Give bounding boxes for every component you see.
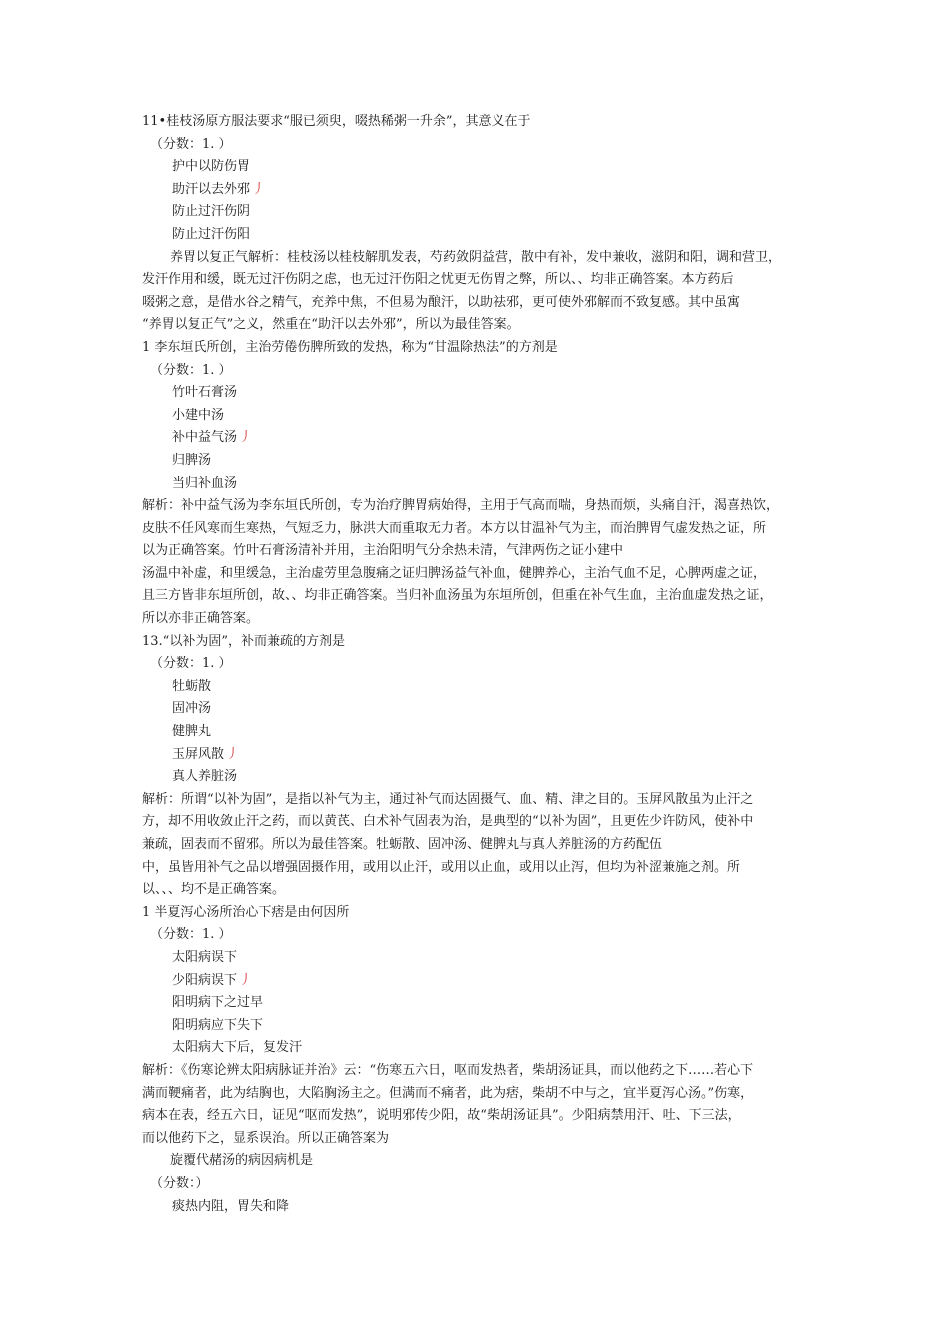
answer-option xyxy=(142,992,822,1015)
explanation-line: 解析：《伤寒论辨太阳病脉证并治》云：“伤寒五六日，呕而发热者，柴胡汤证具，而以他药之下……若心下 xyxy=(142,1062,754,1078)
option-text: 防止过汗伤阳 xyxy=(172,226,251,242)
correct-check-icon: 丿 xyxy=(239,430,253,446)
answer-option xyxy=(142,1037,822,1060)
answer-option xyxy=(142,450,822,473)
option-text: 竹叶石膏汤 xyxy=(172,385,238,401)
answer-option xyxy=(142,473,822,496)
explanation-line: 兼疏，固表而不留邪。所以为最佳答案。牡蛎散、固冲汤、健脾丸与真人养脏汤的方药配伍 xyxy=(142,837,663,852)
question-block xyxy=(142,902,822,1151)
answer-option xyxy=(142,766,822,789)
option-text: 牡蛎散 xyxy=(172,678,212,694)
option-text: 防止过汗伤阴 xyxy=(172,204,251,220)
answer-option xyxy=(142,382,822,405)
explanation-line: 汤温中补虚，和里缓急，主治虚劳里急腹痛之证归脾汤益气补血，健脾养心，主治气血不足，心脾两虚之证， xyxy=(142,565,767,581)
answer-option xyxy=(142,201,822,224)
option-text: 阳明病应下失下 xyxy=(172,1017,264,1033)
option-text: 固冲汤 xyxy=(172,701,212,717)
option-text: 玉屏风散 xyxy=(172,746,225,762)
answer-option xyxy=(142,156,822,179)
option-text: 太阳病大下后，复发汗 xyxy=(172,1040,303,1056)
question-stem: 13.“以补为固”，补而兼疏的方剂是 xyxy=(142,633,345,649)
option-text: 太阳病误下 xyxy=(172,949,238,965)
explanation-line: 且三方皆非东垣所创，故、、均非正确答案。当归补血汤虽为东垣所创，但重在补气生血，主治血虚发热之证， xyxy=(142,588,773,604)
answer-option xyxy=(142,970,822,993)
answer-option xyxy=(142,427,822,450)
option-text: 阳明病下之过早 xyxy=(172,995,264,1011)
explanation-line: 所以亦非正确答案。 xyxy=(142,611,260,627)
option-text: 小建中汤 xyxy=(172,407,225,423)
option-text: 真人养脏汤 xyxy=(172,769,238,785)
explanation-line: 而以他药下之，显系误治。所以正确答案为 xyxy=(142,1130,390,1146)
answer-option xyxy=(142,698,822,721)
answer-option xyxy=(142,1015,822,1038)
answer-option xyxy=(142,947,822,970)
question-score: （分数：1. ） xyxy=(150,656,232,672)
answer-option xyxy=(142,179,822,202)
question-stem: 旋覆代赭汤的病因病机是 xyxy=(170,1153,314,1169)
option-text: 补中益气汤 xyxy=(172,430,238,446)
question-score: （分数：1. ） xyxy=(150,362,232,378)
question-stem: 11•桂枝汤原方服法要求“服已须臾，啜热稀粥一升余”，其意义在于 xyxy=(142,114,531,129)
question-score: （分数：） xyxy=(150,1175,209,1191)
answer-option xyxy=(142,405,822,428)
question-block xyxy=(142,111,822,337)
explanation-line: 皮肤不任风寒而生寒热，气短乏力，脉洪大而重取无力者。本方以甘温补气为主，而治脾胃气虚发热之证，所 xyxy=(142,520,767,536)
explanation-line: 解析：所谓“以补为固”，是指以补气为主，通过补气而达固摄气、血、精、津之目的。玉屏风散虽为止汗之 xyxy=(142,791,754,807)
answer-option xyxy=(142,676,822,699)
correct-check-icon: 丿 xyxy=(226,746,240,762)
option-text: 痰热内阻，胃失和降 xyxy=(172,1198,290,1214)
correct-check-icon: 丿 xyxy=(239,972,253,988)
option-text: 助汗以去外邪 xyxy=(172,181,251,197)
option-text: 少阳病误下 xyxy=(172,972,238,988)
explanation-line: 解析：补中益气汤为李东垣氏所创，专为治疗脾胃病始得，主用于气高而喘，身热而烦，头痛自汗，渴喜热饮， xyxy=(142,498,780,514)
question-score: （分数：1. ） xyxy=(150,136,232,152)
explanation-line: 以为正确答案。竹叶石膏汤清补并用，主治阳明气分余热未清，气津两伤之证小建中 xyxy=(142,543,624,559)
option-text: 健脾丸 xyxy=(172,724,212,740)
explanation-line: 中，虽皆用补气之品以增强固摄作用，或用以止汗，或用以止血，或用以止泻，但均为补涩兼施之剂。所 xyxy=(142,859,741,875)
explanation-line: 啜粥之意，是借水谷之精气，充养中焦，不但易为酿汗，以助祛邪，更可使外邪解而不致复感。其中虽寓 xyxy=(142,294,741,310)
answer-option xyxy=(142,721,822,744)
explanation-line: 方，却不用收敛止汗之药，而以黄芪、白术补气固表为治，是典型的“以补为固”，且更佐少许防风，使补中 xyxy=(142,814,754,830)
question-score: （分数：1. ） xyxy=(150,927,232,943)
question-block xyxy=(142,631,822,902)
question-stem: 1 半夏泻心汤所治心下痞是由何因所 xyxy=(142,904,350,920)
explanation-line: 发汗作用和缓，既无过汗伤阴之虑，也无过汗伤阳之忧更无伤胃之弊，所以、、均非正确答案。本方药后 xyxy=(142,272,734,288)
answer-option xyxy=(142,744,822,767)
correct-check-icon: 丿 xyxy=(252,181,266,197)
answer-option xyxy=(142,1196,822,1219)
question-block xyxy=(142,337,822,631)
option-text: 护中以防伤胃 xyxy=(172,159,251,175)
explanation-line: 以、、、均不是正确答案。 xyxy=(142,882,286,898)
question-stem: 1 李东垣氏所创，主治劳倦伤脾所致的发热，称为“甘温除热法”的方剂是 xyxy=(142,339,558,355)
option-text: 当归补血汤 xyxy=(172,475,238,491)
explanation-line: 养胃以复正气解析：桂枝汤以桂枝解肌发表，芍药敛阴益营，散中有补，发中兼收，滋阴和阳，调和营卫， xyxy=(170,249,782,265)
answer-option xyxy=(142,224,822,247)
explanation-line: 病本在表，经五六日，证见“呕而发热”，说明邪传少阳，故“柴胡汤证具”。少阳病禁用汗、吐、下三法， xyxy=(142,1108,741,1124)
explanation-line: 满而鞕痛者，此为结胸也，大陷胸汤主之。但满而不痛者，此为痞，柴胡不中与之，宜半夏泻心汤。”伤寒， xyxy=(142,1085,754,1101)
question-block xyxy=(142,1150,822,1218)
option-text: 归脾汤 xyxy=(172,452,212,468)
question-list xyxy=(142,111,822,1218)
explanation-line: “养胃以复正气”之义，然重在“助汗以去外邪”，所以为最佳答案。 xyxy=(142,317,520,333)
